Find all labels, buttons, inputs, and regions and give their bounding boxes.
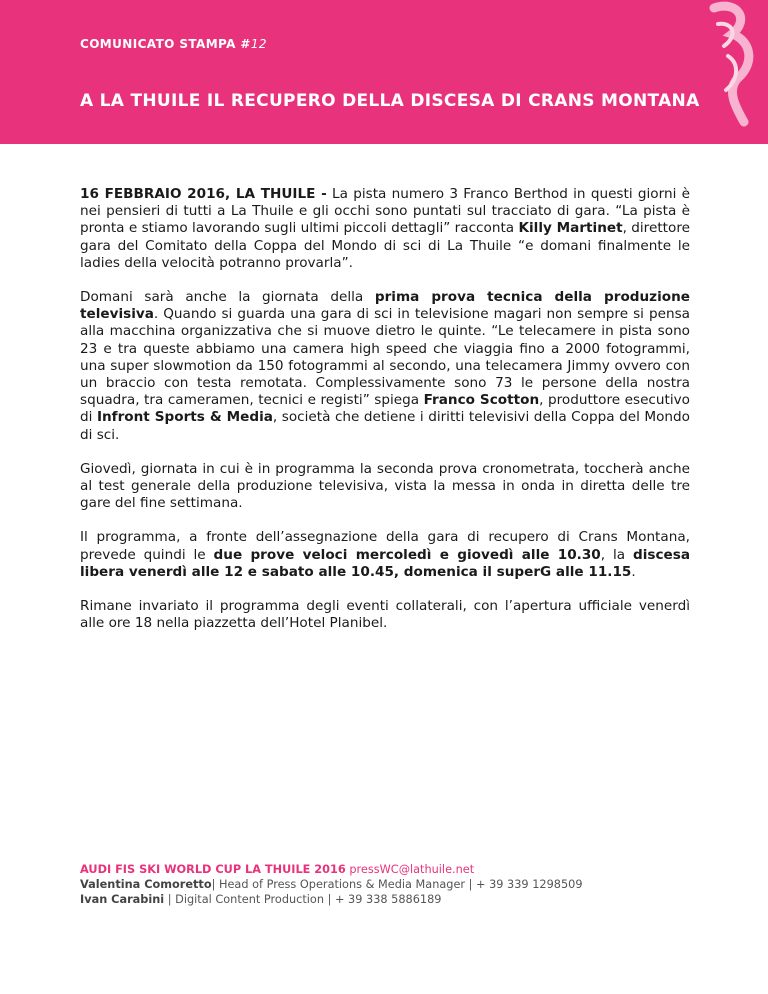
paragraph-5: Rimane invariato il programma degli eventi collaterali, con l’apertura ufficiale venerdì alle ore 18 nella piazzetta dell’Hotel Planibel. xyxy=(80,598,690,632)
paragraph-3: Giovedì, giornata in cui è in programma la seconda prova cronometrata, toccherà anche al test generale della produzione televisiva, vista la messa in onda in diretta delle tre gare del fine settimana. xyxy=(80,460,690,512)
header-banner xyxy=(0,0,768,144)
press-email-link[interactable]: pressWC@lathuile.net xyxy=(345,863,475,876)
press-release-label: COMUNICATO STAMPA #12 xyxy=(80,37,267,51)
article-body xyxy=(80,186,690,649)
headline: A LA THUILE IL RECUPERO DELLA DISCESA DI CRANS MONTANA xyxy=(80,91,700,111)
paragraph-2: Domani sarà anche la giornata della prima prova tecnica della produzione televisiva. Quando si guarda una gara di sci in televisione magari non sempre si pensa alla macchina organizzativa che si muove dietro le quinte. “Le telecamere in pista sono 23 e tra queste abbiamo una camera high speed che viaggia fino a 2000 fotogrammi, una super slowmotion da 150 fotogrammi al secondo, una telecamera Jimmy ovvero con un braccio con testa remotata. Complessivamente sono 73 le persone della nostra squadra, tra cameramen, tecnici e registi” spiega Franco Scotton, produttore esecutivo di Infront Sports & Media, società che detiene i diritti televisivi della Coppa del Mondo di sci. xyxy=(80,289,690,443)
contact-footer xyxy=(80,862,700,907)
brand-logo-icon xyxy=(680,0,760,144)
paragraph-4: Il programma, a fronte dell’assegnazione della gara di recupero di Crans Montana, prevede quindi le due prove veloci mercoledì e giovedì alle 10.30, la discesa libera venerdì alle 12 e sabato alle 10.45, domenica il superG alle 11.15. xyxy=(80,529,690,580)
paragraph-1: 16 FEBBRAIO 2016, LA THUILE - La pista numero 3 Franco Berthod in questi giorni è nei pensieri di tutti a La Thuile e gli occhi sono puntati sul tracciato di gara. “La pista è pronta e stiamo lavorando sugli ultimi piccoli dettagli” racconta Killy Martinet, direttore gara del Comitato della Coppa del Mondo di sci di La Thuile “e domani finalmente le ladies della velocità potranno provarla”. xyxy=(80,186,690,271)
footer-contact-1: Valentina Comoretto| Head of Press Operations & Media Manager | + 39 339 1298509 xyxy=(80,878,583,891)
footer-brand-line: AUDI FIS SKI WORLD CUP LA THUILE 2016 pressWC@lathuile.net xyxy=(80,863,475,876)
footer-contact-2: Ivan Carabini | Digital Content Production | + 39 338 5886189 xyxy=(80,893,442,906)
